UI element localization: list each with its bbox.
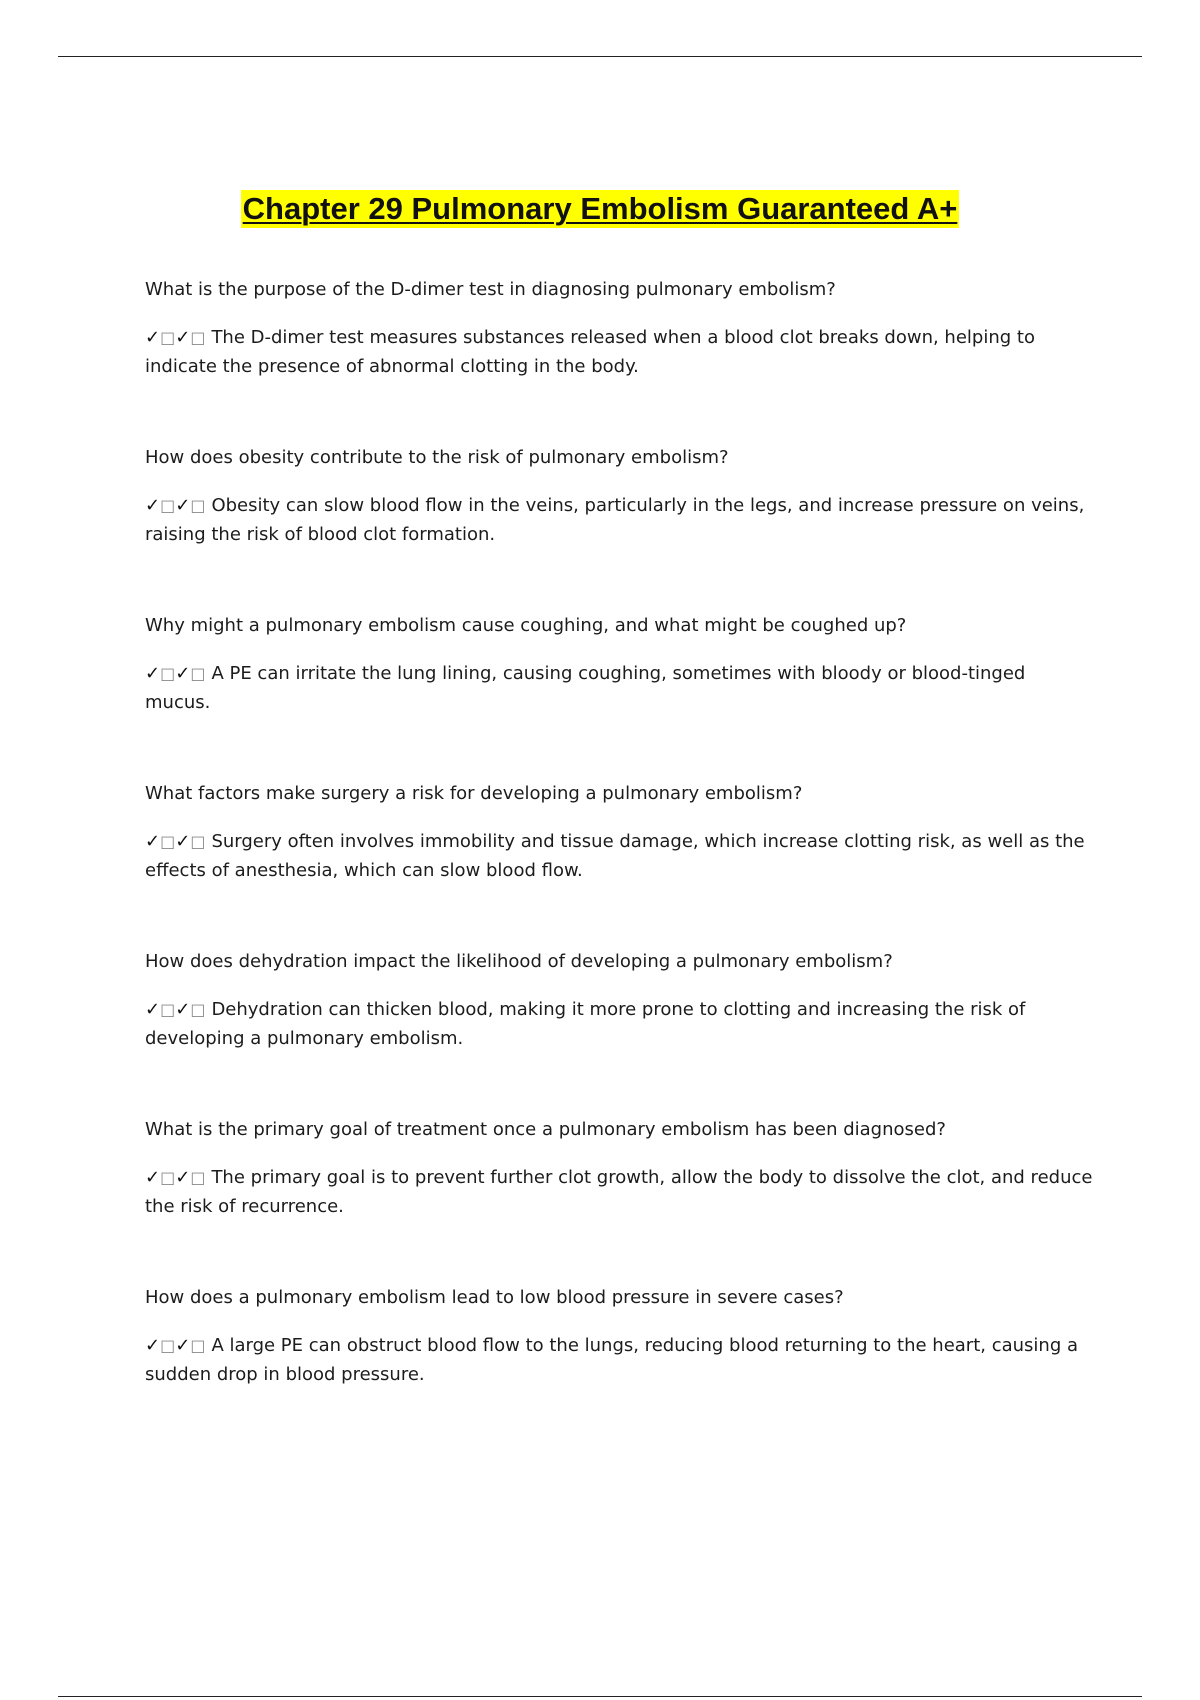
question-text: How does a pulmonary embolism lead to low blood pressure in severe cases?: [145, 1287, 844, 1308]
qa-item: [145, 779, 1095, 947]
qa-item: [145, 275, 1095, 443]
check-icon: ✓: [145, 495, 161, 516]
box-icon: □: [190, 328, 206, 347]
question-text: What is the primary goal of treatment once a pulmonary embolism has been diagnosed?: [145, 1119, 946, 1140]
qa-item: [145, 1283, 1095, 1451]
question-text: What factors make surgery a risk for developing a pulmonary embolism?: [145, 783, 803, 804]
answer-text: A PE can irritate the lung lining, causing coughing, sometimes with bloody or blood-tinged mucus.: [145, 663, 1026, 713]
box-icon: □: [160, 496, 176, 515]
question-text: What is the purpose of the D-dimer test in diagnosing pulmonary embolism?: [145, 279, 836, 300]
document-title: Chapter 29 Pulmonary Embolism Guaranteed A+: [242, 191, 958, 226]
answer-text-block: [145, 1331, 1095, 1389]
check-icon: ✓: [175, 999, 191, 1020]
answer-text: Surgery often involves immobility and tissue damage, which increase clotting risk, as well as the effects of anesthesia, which can slow blood flow.: [145, 831, 1085, 881]
check-icon: ✓: [145, 999, 161, 1020]
check-icon: ✓: [175, 495, 191, 516]
check-icon: ✓: [175, 1335, 191, 1356]
answer-check-icons: [145, 1335, 205, 1356]
answer-check-icons: [145, 999, 205, 1020]
qa-list: [145, 275, 1095, 1451]
answer-text: Obesity can slow blood flow in the veins, particularly in the legs, and increase pressure on veins, raising the risk of blood clot formation.: [145, 495, 1085, 545]
box-icon: □: [190, 1000, 206, 1019]
question-text: How does dehydration impact the likelihood of developing a pulmonary embolism?: [145, 951, 893, 972]
answer-check-icons: [145, 327, 205, 348]
qa-item: [145, 443, 1095, 611]
check-icon: ✓: [175, 327, 191, 348]
check-icon: ✓: [145, 663, 161, 684]
box-icon: □: [190, 1168, 206, 1187]
footer-rule: [58, 1696, 1142, 1697]
box-icon: □: [160, 832, 176, 851]
answer-text-block: [145, 827, 1095, 885]
box-icon: □: [160, 1168, 176, 1187]
box-icon: □: [160, 328, 176, 347]
check-icon: ✓: [145, 327, 161, 348]
answer-text-block: [145, 323, 1095, 381]
box-icon: □: [160, 664, 176, 683]
answer-text: Dehydration can thicken blood, making it more prone to clotting and increasing the risk of developing a pulmonary embolism.: [145, 999, 1026, 1049]
answer-check-icons: [145, 1167, 205, 1188]
qa-item: [145, 947, 1095, 1115]
question-text: How does obesity contribute to the risk of pulmonary embolism?: [145, 447, 729, 468]
qa-item: [145, 611, 1095, 779]
answer-check-icons: [145, 663, 205, 684]
answer-text-block: [145, 659, 1095, 717]
box-icon: □: [190, 832, 206, 851]
box-icon: □: [190, 1336, 206, 1355]
answer-text: A large PE can obstruct blood flow to the lungs, reducing blood returning to the heart, causing a sudden drop in blood pressure.: [145, 1335, 1079, 1385]
question-text: Why might a pulmonary embolism cause coughing, and what might be coughed up?: [145, 615, 907, 636]
answer-text-block: [145, 995, 1095, 1053]
check-icon: ✓: [145, 1167, 161, 1188]
box-icon: □: [160, 1336, 176, 1355]
header-rule: [58, 56, 1142, 57]
answer-check-icons: [145, 831, 205, 852]
answer-text-block: [145, 1163, 1095, 1221]
box-icon: □: [190, 496, 206, 515]
check-icon: ✓: [175, 663, 191, 684]
answer-text: The primary goal is to prevent further clot growth, allow the body to dissolve the clot, and reduce the risk of recurrence.: [145, 1167, 1093, 1217]
check-icon: ✓: [175, 1167, 191, 1188]
answer-text: The D-dimer test measures substances released when a blood clot breaks down, helping to indicate the presence of abnormal clotting in the body.: [145, 327, 1035, 377]
answer-check-icons: [145, 495, 205, 516]
check-icon: ✓: [175, 831, 191, 852]
check-icon: ✓: [145, 1335, 161, 1356]
box-icon: □: [190, 664, 206, 683]
box-icon: □: [160, 1000, 176, 1019]
qa-item: [145, 1115, 1095, 1283]
title-container: [0, 190, 1200, 228]
check-icon: ✓: [145, 831, 161, 852]
answer-text-block: [145, 491, 1095, 549]
